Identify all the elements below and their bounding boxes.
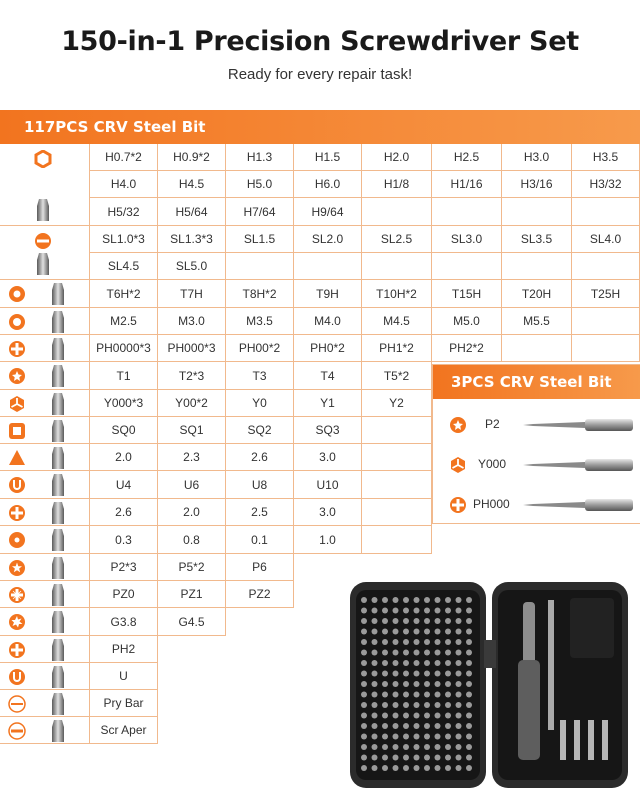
bit-type-cell [0, 280, 90, 308]
socket-icon [8, 313, 26, 331]
extra-bit-label: P2 [485, 417, 500, 431]
bit-size-cell: SL3.5 [502, 226, 572, 253]
bit-type-cell [0, 226, 90, 280]
bit-size-cell: T15H [432, 280, 502, 308]
u-shape-icon [8, 668, 26, 686]
bit-type-cell [0, 362, 90, 390]
bit-size-cell: SQ1 [158, 417, 226, 444]
bit-size-cell: P2*3 [90, 554, 158, 581]
bit-size-cell [502, 335, 572, 362]
bit-type-cell [0, 444, 90, 471]
bit-size-cell [572, 335, 640, 362]
bit-size-cell: H0.7*2 [90, 144, 158, 171]
pentalobe-icon [8, 559, 26, 577]
bit-size-cell [362, 198, 432, 226]
long-bit-image [523, 457, 635, 478]
bit-size-cell: H5/32 [90, 198, 158, 226]
triangle-icon [8, 449, 26, 467]
bit-size-cell: 3.0 [294, 499, 362, 526]
bit-size-cell: 0.3 [90, 526, 158, 554]
bit-size-cell: 2.6 [90, 499, 158, 526]
bit-size-cell: PZ0 [90, 581, 158, 608]
bit-size-cell [432, 198, 502, 226]
bit-size-cell: U [90, 663, 158, 690]
tri-wing-icon [8, 395, 26, 413]
bit-size-cell: PH2 [90, 636, 158, 663]
bit-type-cell [0, 471, 90, 499]
bit-size-cell: 2.5 [226, 499, 294, 526]
bit-size-cell: H6.0 [294, 171, 362, 198]
bit-size-cell: M3.0 [158, 308, 226, 335]
long-bit-image [523, 417, 635, 438]
bit-size-cell [362, 253, 432, 280]
bit-size-cell: PH0*2 [294, 335, 362, 362]
bit-size-cell: SL3.0 [432, 226, 502, 253]
bit-type-cell [0, 608, 90, 636]
bit-size-cell: H3.0 [502, 144, 572, 171]
bit-size-cell: Y1 [294, 390, 362, 417]
bit-size-cell: 0.8 [158, 526, 226, 554]
bit-type-cell [0, 663, 90, 690]
bit-size-cell [362, 471, 432, 499]
u-shape-icon [8, 476, 26, 494]
phillips-icon [8, 641, 26, 659]
bit-size-cell: U6 [158, 471, 226, 499]
torx-icon [8, 285, 26, 303]
bit-size-cell: P5*2 [158, 554, 226, 581]
phillips-icon [8, 340, 26, 358]
bit-image [46, 528, 70, 557]
bit-size-cell: G3.8 [90, 608, 158, 636]
bit-size-cell: SL1.5 [226, 226, 294, 253]
bit-size-cell: T2*3 [158, 362, 226, 390]
bit-size-cell: H5.0 [226, 171, 294, 198]
bit-size-cell: SQ3 [294, 417, 362, 444]
page-subtitle: Ready for every repair task! [227, 66, 413, 83]
bit-size-cell: U8 [226, 471, 294, 499]
bit-size-cell [362, 499, 432, 526]
bit-size-cell: G4.5 [158, 608, 226, 636]
bit-size-cell: T7H [158, 280, 226, 308]
bit-size-cell: T3 [226, 362, 294, 390]
bit-size-cell: SL2.5 [362, 226, 432, 253]
section-3pcs-panel [432, 364, 640, 524]
bit-size-cell: PZ2 [226, 581, 294, 608]
pozidriv-icon [8, 586, 26, 604]
bit-size-cell: T5*2 [362, 362, 432, 390]
section-banner-3pcs [433, 365, 640, 399]
bit-size-cell: U4 [90, 471, 158, 499]
bit-image [31, 252, 55, 281]
bit-type-cell [0, 308, 90, 335]
bit-size-cell: T6H*2 [90, 280, 158, 308]
bit-type-cell [0, 499, 90, 526]
bit-image [46, 719, 70, 748]
bit-size-cell [362, 417, 432, 444]
bit-size-cell: H7/64 [226, 198, 294, 226]
page-title: 150-in-1 Precision Screwdriver Set [61, 26, 579, 57]
phillips-icon [449, 496, 467, 514]
bit-size-cell: H9/64 [294, 198, 362, 226]
section-label: 117PCS CRV Steel Bit [24, 118, 206, 136]
bit-size-cell: H2.0 [362, 144, 432, 171]
bit-size-cell: 2.0 [90, 444, 158, 471]
bit-size-cell: PH000*3 [158, 335, 226, 362]
bit-size-cell: H3/32 [572, 171, 640, 198]
long-bit-image [523, 497, 635, 518]
bit-size-cell: 2.3 [158, 444, 226, 471]
bit-size-cell: Y2 [362, 390, 432, 417]
section-label: 3PCS CRV Steel Bit [451, 373, 612, 391]
cross-icon [8, 504, 26, 522]
bit-size-cell: H0.9*2 [158, 144, 226, 171]
bit-size-cell: T1 [90, 362, 158, 390]
tool-case-image [348, 580, 630, 790]
bit-size-cell: T9H [294, 280, 362, 308]
star-icon [449, 416, 467, 434]
bit-size-cell: T10H*2 [362, 280, 432, 308]
bit-size-cell: 2.6 [226, 444, 294, 471]
bit-size-cell: SL4.5 [90, 253, 158, 280]
bit-image [46, 364, 70, 393]
bit-size-cell [294, 253, 362, 280]
bit-size-cell: SQ2 [226, 417, 294, 444]
bit-size-cell [226, 253, 294, 280]
bit-size-cell: T25H [572, 280, 640, 308]
bit-size-cell: PH0000*3 [90, 335, 158, 362]
bit-size-cell: 3.0 [294, 444, 362, 471]
extra-bit-item [433, 485, 640, 525]
bit-type-cell [0, 526, 90, 554]
bit-size-cell [502, 198, 572, 226]
bit-size-cell: PZ1 [158, 581, 226, 608]
bit-size-cell: H1.3 [226, 144, 294, 171]
bit-type-cell [0, 636, 90, 663]
bit-image [46, 282, 70, 311]
bit-size-cell: H1/16 [432, 171, 502, 198]
bit-size-cell: H3/16 [502, 171, 572, 198]
hex-icon [34, 150, 52, 168]
section-banner-117pcs [0, 110, 640, 144]
bit-size-cell: Pry Bar [90, 690, 158, 717]
bit-size-cell: H4.0 [90, 171, 158, 198]
tri-wing-icon [449, 456, 467, 474]
square-icon [8, 422, 26, 440]
bit-size-cell: Y00*2 [158, 390, 226, 417]
bit-size-cell: M5.0 [432, 308, 502, 335]
bit-size-cell: H5/64 [158, 198, 226, 226]
bit-size-cell: 1.0 [294, 526, 362, 554]
bit-size-cell: T8H*2 [226, 280, 294, 308]
pry-bar-icon [8, 695, 26, 713]
bit-size-cell: PH2*2 [432, 335, 502, 362]
bit-type-cell [0, 717, 90, 744]
extra-bit-label: PH000 [473, 497, 510, 511]
bit-size-cell: P6 [226, 554, 294, 581]
bit-size-cell: Y0 [226, 390, 294, 417]
bit-size-cell [362, 526, 432, 554]
bit-size-cell: T20H [502, 280, 572, 308]
bit-size-cell: SL4.0 [572, 226, 640, 253]
bit-size-cell: 0.1 [226, 526, 294, 554]
bit-size-cell [572, 253, 640, 280]
bit-size-cell [572, 198, 640, 226]
star-icon [8, 367, 26, 385]
extra-bit-item [433, 445, 640, 485]
bit-image [46, 610, 70, 639]
bit-size-cell: M2.5 [90, 308, 158, 335]
slotted-icon [34, 232, 52, 250]
bit-type-cell [0, 390, 90, 417]
bit-size-cell: H2.5 [432, 144, 502, 171]
bit-size-cell: H3.5 [572, 144, 640, 171]
bit-size-cell [502, 253, 572, 280]
bit-size-cell: M5.5 [502, 308, 572, 335]
bit-image [31, 198, 55, 227]
extra-bit-item [433, 405, 640, 445]
bit-size-cell: SL5.0 [158, 253, 226, 280]
bit-type-cell [0, 554, 90, 581]
bit-size-cell: M3.5 [226, 308, 294, 335]
bit-type-cell [0, 417, 90, 444]
bit-size-cell [362, 444, 432, 471]
bit-type-cell [0, 690, 90, 717]
bit-size-cell: M4.0 [294, 308, 362, 335]
bit-size-cell: SQ0 [90, 417, 158, 444]
bit-size-cell: Scr Aper [90, 717, 158, 744]
bit-size-cell: PH1*2 [362, 335, 432, 362]
bit-size-cell: SL2.0 [294, 226, 362, 253]
scraper-icon [8, 722, 26, 740]
bit-size-cell [432, 253, 502, 280]
bit-image [46, 473, 70, 502]
bit-size-cell: SL1.0*3 [90, 226, 158, 253]
bit-size-cell: T4 [294, 362, 362, 390]
round-icon [8, 531, 26, 549]
bit-type-cell [0, 144, 90, 226]
bit-size-cell: M4.5 [362, 308, 432, 335]
bit-size-cell: PH00*2 [226, 335, 294, 362]
bit-type-cell [0, 335, 90, 362]
bit-size-cell: SL1.3*3 [158, 226, 226, 253]
bit-size-cell: H1.5 [294, 144, 362, 171]
bit-size-cell: 2.0 [158, 499, 226, 526]
bit-size-cell: Y000*3 [90, 390, 158, 417]
bit-size-cell: H4.5 [158, 171, 226, 198]
gear-icon [8, 613, 26, 631]
bit-size-cell [572, 308, 640, 335]
extra-bit-label: Y000 [478, 457, 507, 471]
bit-type-cell [0, 581, 90, 608]
bit-size-cell: U10 [294, 471, 362, 499]
bit-size-cell: H1/8 [362, 171, 432, 198]
